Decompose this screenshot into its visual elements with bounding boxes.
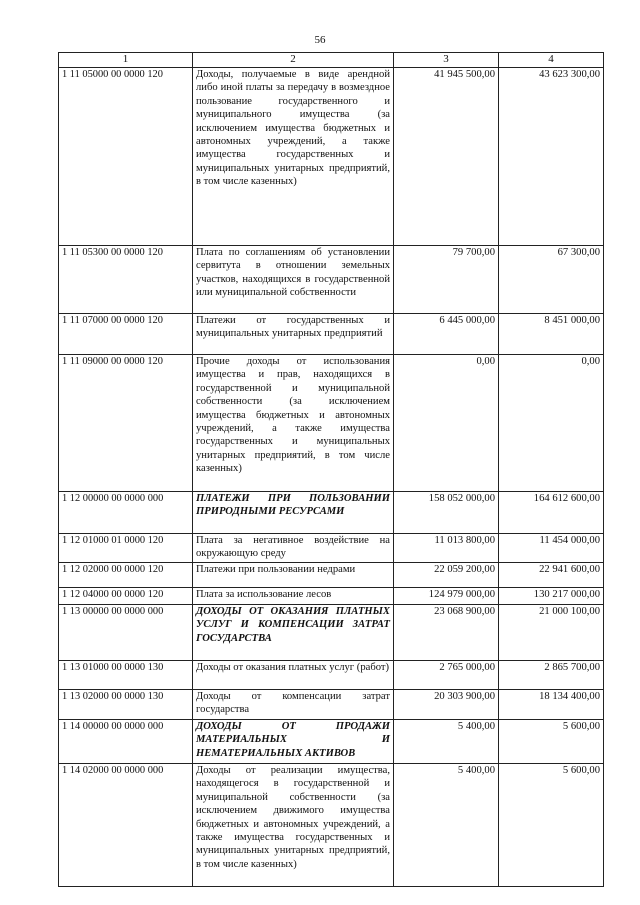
value-col3-cell: 11 013 800,00 bbox=[394, 534, 499, 563]
value-col4-cell: 43 623 300,00 bbox=[499, 68, 604, 246]
table-row bbox=[59, 355, 604, 492]
value-col3-cell: 23 068 900,00 bbox=[394, 605, 499, 661]
value-col3-cell: 6 445 000,00 bbox=[394, 314, 499, 355]
name-cell: ПЛАТЕЖИ ПРИ ПОЛЬЗОВАНИИ ПРИРОДНЫМИ РЕСУРСАМИ bbox=[193, 492, 394, 534]
table-row bbox=[59, 661, 604, 690]
code-cell: 1 12 02000 00 0000 120 bbox=[59, 563, 193, 588]
table-row bbox=[59, 588, 604, 605]
name-cell: Платежи при пользовании недрами bbox=[193, 563, 394, 588]
code-cell: 1 11 09000 00 0000 120 bbox=[59, 355, 193, 492]
name-cell: Доходы от реализации имущества, находящегося в государственной и муниципальной собственности (за исключением движимого имущества бюджетных и автономных учреждений, а также имущества государственных и муниципальных унитарных предприятий, в том числе казенных) bbox=[193, 764, 394, 887]
value-col3-cell: 5 400,00 bbox=[394, 764, 499, 887]
value-col3-cell: 41 945 500,00 bbox=[394, 68, 499, 246]
value-col4-cell: 2 865 700,00 bbox=[499, 661, 604, 690]
table-body bbox=[59, 68, 604, 887]
value-col3-cell: 2 765 000,00 bbox=[394, 661, 499, 690]
value-col4-cell: 22 941 600,00 bbox=[499, 563, 604, 588]
header-col-4: 4 bbox=[499, 53, 604, 68]
code-cell: 1 12 04000 00 0000 120 bbox=[59, 588, 193, 605]
value-col3-cell: 158 052 000,00 bbox=[394, 492, 499, 534]
table-row bbox=[59, 764, 604, 887]
code-cell: 1 13 01000 00 0000 130 bbox=[59, 661, 193, 690]
name-cell: Плата по соглашениям об установлении сервитута в отношении земельных участков, находящихся в государственной или муниципальной собственности bbox=[193, 246, 394, 314]
code-cell: 1 13 02000 00 0000 130 bbox=[59, 690, 193, 720]
table-row bbox=[59, 246, 604, 314]
name-cell: Доходы от компенсации затрат государства bbox=[193, 690, 394, 720]
table-row bbox=[59, 720, 604, 764]
value-col3-cell: 20 303 900,00 bbox=[394, 690, 499, 720]
code-cell: 1 12 01000 01 0000 120 bbox=[59, 534, 193, 563]
name-cell: Доходы, получаемые в виде арендной либо иной платы за передачу в возмездное пользование государственного и муниципального имущества (за исключением имущества бюджетных и автономных учреждений, а также имущества государственных и муниципальных унитарных предприятий, в том числе казенных) bbox=[193, 68, 394, 246]
name-cell: Плата за негативное воздействие на окружающую среду bbox=[193, 534, 394, 563]
table-row bbox=[59, 563, 604, 588]
code-cell: 1 14 00000 00 0000 000 bbox=[59, 720, 193, 764]
page-number: 56 bbox=[314, 34, 326, 46]
header-col-1: 1 bbox=[59, 53, 193, 68]
name-cell: Плата за использование лесов bbox=[193, 588, 394, 605]
value-col4-cell: 130 217 000,00 bbox=[499, 588, 604, 605]
value-col4-cell: 0,00 bbox=[499, 355, 604, 492]
value-col4-cell: 67 300,00 bbox=[499, 246, 604, 314]
header-col-3: 3 bbox=[394, 53, 499, 68]
code-cell: 1 13 00000 00 0000 000 bbox=[59, 605, 193, 661]
value-col3-cell: 22 059 200,00 bbox=[394, 563, 499, 588]
value-col3-cell: 124 979 000,00 bbox=[394, 588, 499, 605]
name-cell: ДОХОДЫ ОТ ПРОДАЖИ МАТЕРИАЛЬНЫХ И НЕМАТЕРИАЛЬНЫХ АКТИВОВ bbox=[193, 720, 394, 764]
value-col4-cell: 164 612 600,00 bbox=[499, 492, 604, 534]
value-col4-cell: 11 454 000,00 bbox=[499, 534, 604, 563]
value-col4-cell: 8 451 000,00 bbox=[499, 314, 604, 355]
value-col4-cell: 21 000 100,00 bbox=[499, 605, 604, 661]
table-row bbox=[59, 605, 604, 661]
value-col4-cell: 5 600,00 bbox=[499, 720, 604, 764]
value-col3-cell: 79 700,00 bbox=[394, 246, 499, 314]
code-cell: 1 11 05000 00 0000 120 bbox=[59, 68, 193, 246]
table-row bbox=[59, 492, 604, 534]
header-col-2: 2 bbox=[193, 53, 394, 68]
code-cell: 1 11 05300 00 0000 120 bbox=[59, 246, 193, 314]
value-col4-cell: 5 600,00 bbox=[499, 764, 604, 887]
code-cell: 1 11 07000 00 0000 120 bbox=[59, 314, 193, 355]
value-col4-cell: 18 134 400,00 bbox=[499, 690, 604, 720]
name-cell: Доходы от оказания платных услуг (работ) bbox=[193, 661, 394, 690]
table-row bbox=[59, 68, 604, 246]
value-col3-cell: 0,00 bbox=[394, 355, 499, 492]
table-header-row bbox=[59, 53, 604, 68]
value-col3-cell: 5 400,00 bbox=[394, 720, 499, 764]
table-row bbox=[59, 534, 604, 563]
table-row bbox=[59, 314, 604, 355]
table-row bbox=[59, 690, 604, 720]
name-cell: Прочие доходы от использования имущества и прав, находящихся в государственной и муниципальной собственности (за исключением имущества бюджетных и автономных учреждений, а также имущества государственных и муниципальных унитарных предприятий, в том числе казенных) bbox=[193, 355, 394, 492]
name-cell: Платежи от государственных и муниципальных унитарных предприятий bbox=[193, 314, 394, 355]
name-cell: ДОХОДЫ ОТ ОКАЗАНИЯ ПЛАТНЫХ УСЛУГ И КОМПЕНСАЦИИ ЗАТРАТ ГОСУДАРСТВА bbox=[193, 605, 394, 661]
code-cell: 1 12 00000 00 0000 000 bbox=[59, 492, 193, 534]
code-cell: 1 14 02000 00 0000 000 bbox=[59, 764, 193, 887]
revenue-table bbox=[58, 52, 604, 887]
